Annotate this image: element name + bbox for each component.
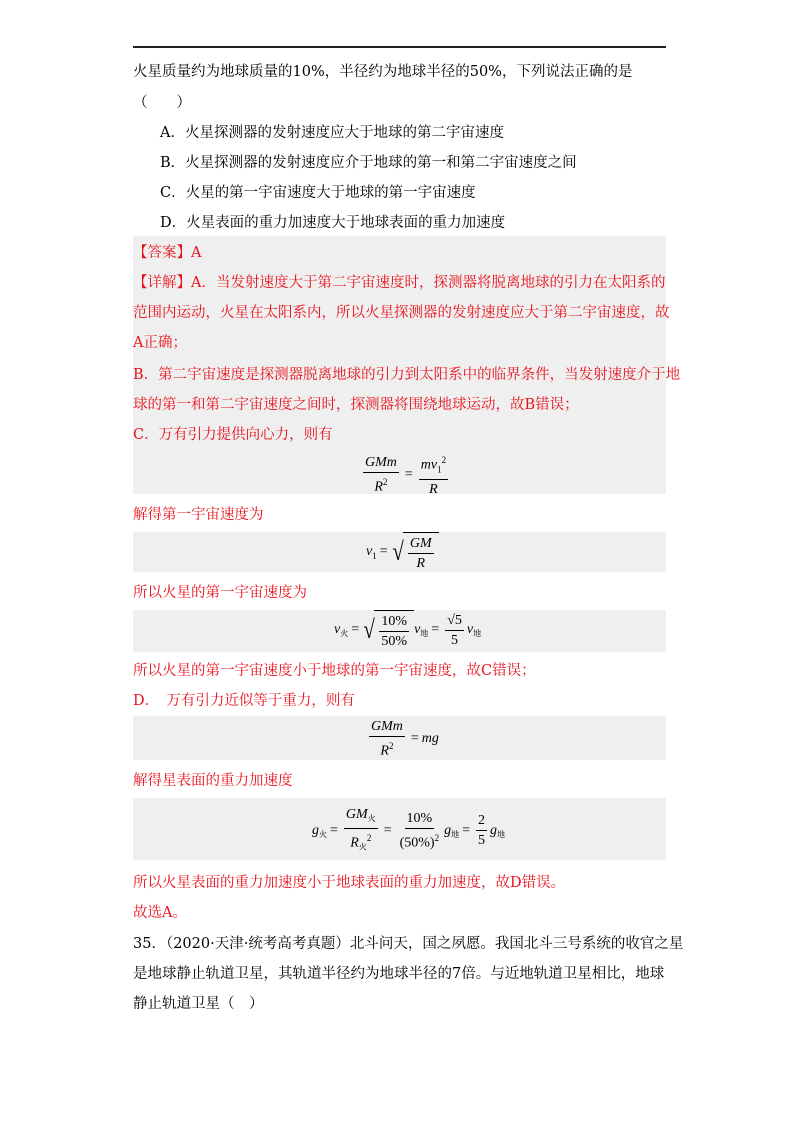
option-b: B．火星探测器的发射速度应介于地球的第一和第二宇宙速度之间 (160, 155, 577, 171)
option-d: D．火星表面的重力加速度大于地球表面的重力加速度 (160, 215, 506, 231)
next-question-line-2: 是地球静止轨道卫星，其轨道半径约为地球半径的7倍。与近地轨道卫星相比，地球 (133, 966, 665, 982)
explanation-line-1 (133, 273, 665, 293)
question-paren: （ ） (133, 95, 191, 111)
solve-first-cosmic-velocity: 解得第一宇宙速度为 (133, 507, 264, 523)
next-question-line-1: 35．（2020·天津·统考高考真题）北斗问天，国之夙愿。我国北斗三号系统的收官之星 (133, 936, 684, 952)
d-conclusion: 所以火星表面的重力加速度小于地球表面的重力加速度，故D错误。 (133, 875, 566, 891)
explanation-line-4: B．第二宇宙速度是探测器脱离地球的引力到太阳系中的临界条件，当发射速度介于地 (133, 367, 681, 383)
formula-v1: $v_1$ = √ $\frac{GM}{R}$ (366, 532, 439, 572)
option-a: A．火星探测器的发射速度应大于地球的第二宇宙速度 (160, 125, 504, 141)
detail-text: A．当发射速度大于第二宇宙速度时，探测器将脱离地球的引力在太阳系的 (191, 275, 666, 291)
option-c: C．火星的第一宇宙速度大于地球的第一宇宙速度 (160, 185, 476, 201)
final-answer: 故选A。 (133, 905, 187, 921)
d-intro: D． 万有引力近似等于重力，则有 (133, 693, 355, 709)
formula-mars-v1: $v_火$ = √ $\frac{10\%}{50\%}$ $v_地$ = $\frac{√5}{5}$ $v_地$ (334, 610, 481, 650)
formula-gravity-centripetal: $\frac{\text{GMm}}{R^2}$ = $\frac{mv_1^2}{R}$ (360, 452, 451, 498)
header-rule (133, 46, 666, 48)
formula-mars-gravity: $g_火$ = $\frac{GM_火}{R_火^2}$ = $\frac{10\%}{(50\%)^2}$ $g_地$ = $\frac{2}{5}$ $g_地$ (312, 807, 505, 852)
solve-surface-gravity: 解得星表面的重力加速度 (133, 773, 293, 789)
explanation-line-5: 球的第一和第二宇宙速度之间时，探测器将围绕地球运动，故B错误； (133, 397, 579, 413)
answer-label: 【答案】A (133, 245, 202, 261)
formula-gravity-weight: $\frac{\text{GMm}}{R^2}$ = mg (371, 719, 439, 759)
question-stem: 火星质量约为地球质量的10%，半径约为地球半径的50%，下列说法正确的是 (133, 64, 633, 80)
next-question-line-3: 静止轨道卫星（ ） (133, 996, 264, 1012)
explanation-line-2: 范围内运动，火星在太阳系内，所以火星探测器的发射速度应大于第二宇宙速度，故 (133, 305, 670, 321)
explanation-line-3: A正确； (133, 335, 187, 351)
mars-first-cosmic-velocity: 所以火星的第一宇宙速度为 (133, 585, 307, 601)
explanation-line-6: C．万有引力提供向心力，则有 (133, 427, 333, 443)
detail-tag: 【详解】 (133, 275, 191, 291)
c-conclusion: 所以火星的第一宇宙速度小于地球的第一宇宙速度，故C错误； (133, 663, 536, 679)
